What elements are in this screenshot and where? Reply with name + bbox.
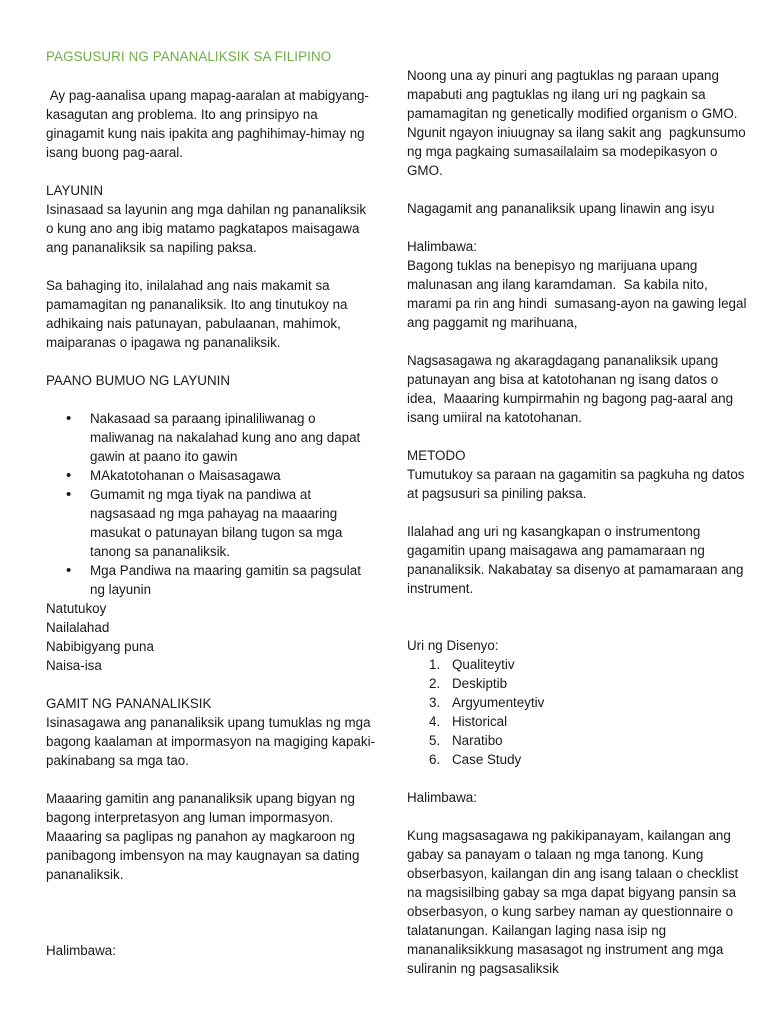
linawin-paragraph: Nagagamit ang pananaliksik upang linawin ang isyu xyxy=(407,201,715,216)
list-number: 3. xyxy=(429,695,441,710)
disenyo-item xyxy=(407,674,747,693)
list-number: 4. xyxy=(429,714,441,729)
document-title: PAGSUSURI NG PANANALIKSIK SA FILIPINO xyxy=(46,49,332,64)
paano-heading: PAANO BUMUO NG LAYUNIN xyxy=(46,373,231,388)
bullet-item: • Mga Pandiwa na maaring gamitin sa pagsulat ng layunin xyxy=(46,561,376,599)
layunin-paragraph-2: Sa bahaging ito, inilalahad ang nais makamit sa pamamagitan ng pananaliksik. Ito ang tinutukoy na adhikaing nais patunayan, pabulaanan, mahimok, maiparanas o ipagawa ng pananaliksik. xyxy=(46,278,348,350)
bullet-item: • Gumamit ng mga tiyak na pandiwa at nagsasaad ng mga pahayag na maaaring masukat o patunayan bilang tugon sa mga tanong sa pananaliksik. xyxy=(46,485,376,561)
metodo-paragraph-2: Ilalahad ang uri ng kasangkapan o instrumentong gagamitin upang maisagawa ang pamamaraan ng pananaliksik. Nakabatay sa disenyo at pamamaraan ang instrument. xyxy=(407,524,744,596)
intro-paragraph: Ay pag-aanalisa upang mapag-aaralan at mabigyang-kasagutan ang problema. Ito ang prinsipyo na ginagamit kung nais ipakita ang paghihimay-himay ng isang buong pag-aaral. xyxy=(46,88,369,160)
metodo-paragraph-1: Tumutukoy sa paraan na gagamitin sa pagkuha ng datos at pagsusuri sa piniling paksa. xyxy=(407,467,745,501)
layunin-paragraph-1: Isinasaad sa layunin ang mga dahilan ng pananaliksik o kung ano ang ibig matamo pagkatapos maisagawa ang pananaliksik sa napiling paksa. xyxy=(46,202,367,255)
disenyo-item xyxy=(407,655,747,674)
disenyo-item xyxy=(407,750,747,769)
disenyo-list xyxy=(407,655,747,769)
pandiwa-item: Natutukoy xyxy=(46,601,107,616)
pandiwa-item: Nabibigyang puna xyxy=(46,639,154,654)
bullet-item: • Nakasaad sa paraang ipinaliliwanag o maliwanag na nakalahad kung ano ang dapat gawin at paano ito gawin xyxy=(46,409,376,466)
right-column xyxy=(407,66,754,978)
list-number: 1. xyxy=(429,657,441,672)
marijuana-paragraph: Bagong tuklas na benepisyo ng marijuana upang malunasan ang ilang karamdaman. Sa kabila nito, marami pa rin ang hindi sumasang-ayon na gawing legal ang paggamit ng marihuana, xyxy=(407,258,751,330)
pandiwa-item: Nailalahad xyxy=(46,620,110,635)
list-number: 6. xyxy=(429,752,441,767)
disenyo-item xyxy=(407,712,747,731)
pandiwa-item: Naisa-isa xyxy=(46,658,102,673)
list-text: Historical xyxy=(452,714,508,729)
disenyo-item xyxy=(407,693,747,712)
halimbawa-label: Halimbawa: xyxy=(46,943,116,958)
halimbawa-label: Halimbawa: xyxy=(407,239,477,254)
bullet-item: • MAkatotohanan o Maisasagawa xyxy=(46,466,376,485)
layunin-heading: LAYUNIN xyxy=(46,183,104,198)
halimbawa-label: Halimbawa: xyxy=(407,790,477,805)
list-number: 2. xyxy=(429,676,441,691)
gmo-paragraph: Noong una ay pinuri ang pagtuklas ng paraan upang mapabuti ang pagtuklas ng ilang uri ng pagkain sa pamamagitan ng genetically modified organism o GMO. Ngunit ngayon iniuugnay sa ilang sakit ang pagkunsumo ng mga pagkaing sumasailalaim sa modepikasyon o GMO. xyxy=(407,68,754,178)
uri-disenyo-heading: Uri ng Disenyo: xyxy=(407,638,499,653)
list-text: Argyumenteytiv xyxy=(452,695,545,710)
layunin-bullet-list xyxy=(46,409,376,599)
gamit-paragraph-1: Isinasagawa ang pananaliksik upang tumuklas ng mga bagong kaalaman at impormasyon na magiging kapaki-pakinabang sa mga tao. xyxy=(46,715,376,768)
metodo-heading: METODO xyxy=(407,448,466,463)
list-text: Case Study xyxy=(452,752,522,767)
gamit-paragraph-2: Maaaring gamitin ang pananaliksik upang bigyan ng bagong interpretasyon ang luman impormasyon. Maaaring sa paglipas ng panahon ay magkaroon ng panibagong imbensyon na may kaugnayan sa dating pananaliksik. xyxy=(46,791,360,882)
disenyo-item xyxy=(407,731,747,750)
list-text: Qualiteytiv xyxy=(452,657,515,672)
list-number: 5. xyxy=(429,733,441,748)
left-column xyxy=(46,86,376,960)
list-text: Naratibo xyxy=(452,733,503,748)
karagdagang-paragraph: Nagsasagawa ng akaragdagang pananaliksik upang patunayan ang bisa at katotohanan ng isang datos o idea, Maaaring kumpirmahin ng bagong pag-aaral ang isang umiiral na katotohanan. xyxy=(407,353,737,425)
instrument-paragraph: Kung magsasagawa ng pakikipanayam, kailangan ang gabay sa panayam o talaan ng mga tanong. Kung obserbasyon, kailangan din ang isang talaan o checklist na magsisilbing gabay sa mga dapat bigyang pansin sa obserbasyon, o kung sarbey naman ay questionnaire o talatanungan. Kailangan laging nasa isip ng mananaliksikkung masasagot ng instrument ang mga suliranin ng pagsasaliksik xyxy=(407,828,739,976)
gamit-heading: GAMIT NG PANANALIKSIK xyxy=(46,696,212,711)
list-text: Deskiptib xyxy=(452,676,508,691)
